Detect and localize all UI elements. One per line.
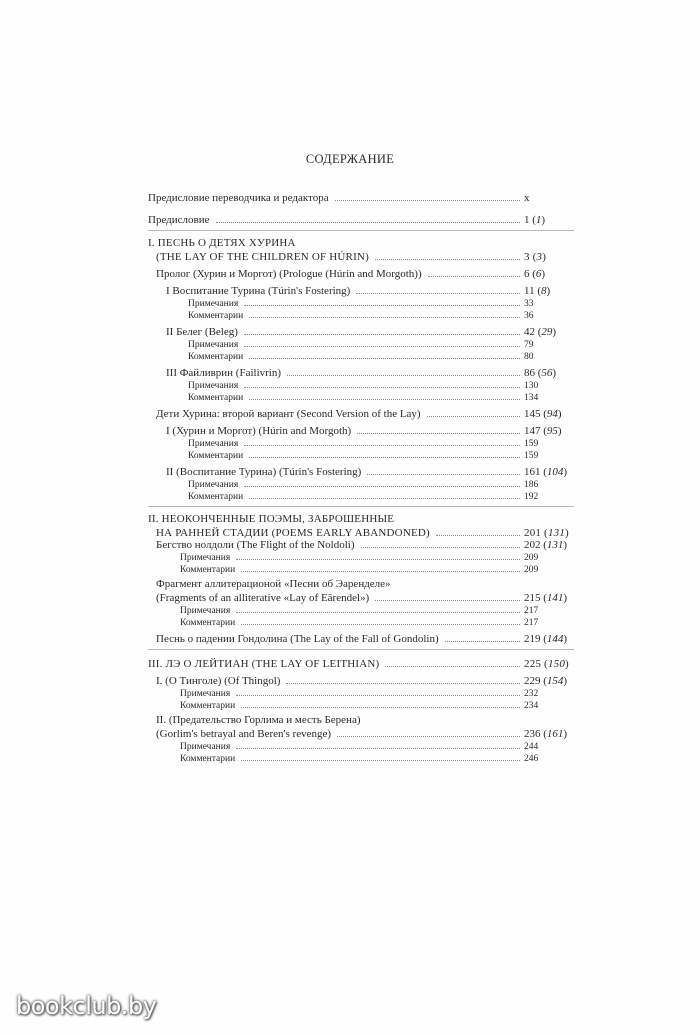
watermark-logo: bookclub.by — [16, 992, 157, 1020]
toc-entry: Пролог (Хурин и Моргот) (Prologue (Húrin and Morgoth)) 6 (6) — [156, 268, 546, 280]
toc-entry: Примечания 217 — [148, 602, 574, 614]
divider — [148, 230, 574, 231]
toc-entry: III Файливрин (Failivrin) 86 (56) — [166, 367, 557, 379]
toc-entry: Примечания 33 — [148, 295, 574, 307]
toc-entry: Комментарии 36 — [148, 307, 574, 319]
toc-entry: I (Хурин и Моргот) (Húrin and Morgoth) 147 (95) — [166, 425, 562, 437]
toc-entry: (Fragments of an alliterative «Lay of Eärendel») 215 (141) — [156, 592, 568, 604]
toc-entry: Предисловие 1 (1) — [148, 214, 546, 226]
toc-entry-line1: II. (Предательство Горлима и месть Берена) — [156, 714, 361, 726]
toc-entry: Дети Хурина: второй вариант (Second Version of the Lay) 145 (94) — [156, 408, 562, 420]
toc-entry: II (Воспитание Турина) (Túrin's Fostering) 161 (104) — [166, 466, 568, 478]
toc-entry: Комментарии 159 — [148, 447, 574, 459]
toc-part-heading: II. НЕОКОНЧЕННЫЕ ПОЭМЫ, ЗАБРОШЕННЫЕ — [148, 513, 395, 525]
toc-entry: Примечания 232 — [148, 685, 574, 697]
table-of-contents — [148, 190, 574, 762]
toc-entry: НА РАННЕЙ СТАДИИ (POEMS EARLY ABANDONED) 201 (131) — [156, 527, 569, 539]
toc-entry: (THE LAY OF THE CHILDREN OF HÚRIN) 3 (3) — [156, 251, 547, 263]
toc-entry: I Воспитание Турина (Túrin's Fostering) 11 (8) — [166, 285, 551, 297]
toc-entry: Примечания 186 — [148, 476, 574, 488]
toc-entry: Примечания 244 — [148, 738, 574, 750]
toc-entry: Комментарии 192 — [148, 488, 574, 500]
toc-entry: Комментарии 80 — [148, 348, 574, 360]
toc-entry: Бегство нолдоли (The Flight of the Noldoli) 202 (131) — [156, 539, 568, 551]
toc-entry: Комментарии 209 — [148, 561, 574, 573]
toc-entry: Песнь о падении Гондолина (The Lay of the Fall of Gondolin) 219 (144) — [156, 633, 568, 645]
toc-entry: Комментарии 134 — [148, 389, 574, 401]
toc-entry: Примечания 130 — [148, 377, 574, 389]
toc-entry: III. ЛЭ О ЛЕЙТИАН (THE LAY OF LEITHIAN) 225 (150) — [148, 658, 569, 670]
toc-entry: Примечания 79 — [148, 336, 574, 348]
toc-entry: Комментарии 217 — [148, 614, 574, 626]
divider — [148, 506, 574, 507]
toc-entry: Комментарии 234 — [148, 697, 574, 709]
toc-entry: I. (О Тинголе) (Of Thingol) 229 (154) — [156, 675, 568, 687]
toc-entry: II Белег (Beleg) 42 (29) — [166, 326, 557, 338]
toc-entry: (Gorlim's betrayal and Beren's revenge) 236 (161) — [156, 728, 568, 740]
toc-part-heading: I. ПЕСНЬ О ДЕТЯХ ХУРИНА — [148, 237, 296, 249]
toc-entry: Предисловие переводчика и редактора x — [148, 192, 530, 204]
page-title: СОДЕРЖАНИЕ — [305, 152, 395, 166]
toc-entry-line1: Фрагмент аллитерационой «Песни об Эаренделе» — [156, 578, 391, 590]
toc-entry: Комментарии 246 — [148, 750, 574, 762]
toc-entry: Примечания 209 — [148, 549, 574, 561]
divider — [148, 649, 574, 650]
toc-entry: Примечания 159 — [148, 435, 574, 447]
